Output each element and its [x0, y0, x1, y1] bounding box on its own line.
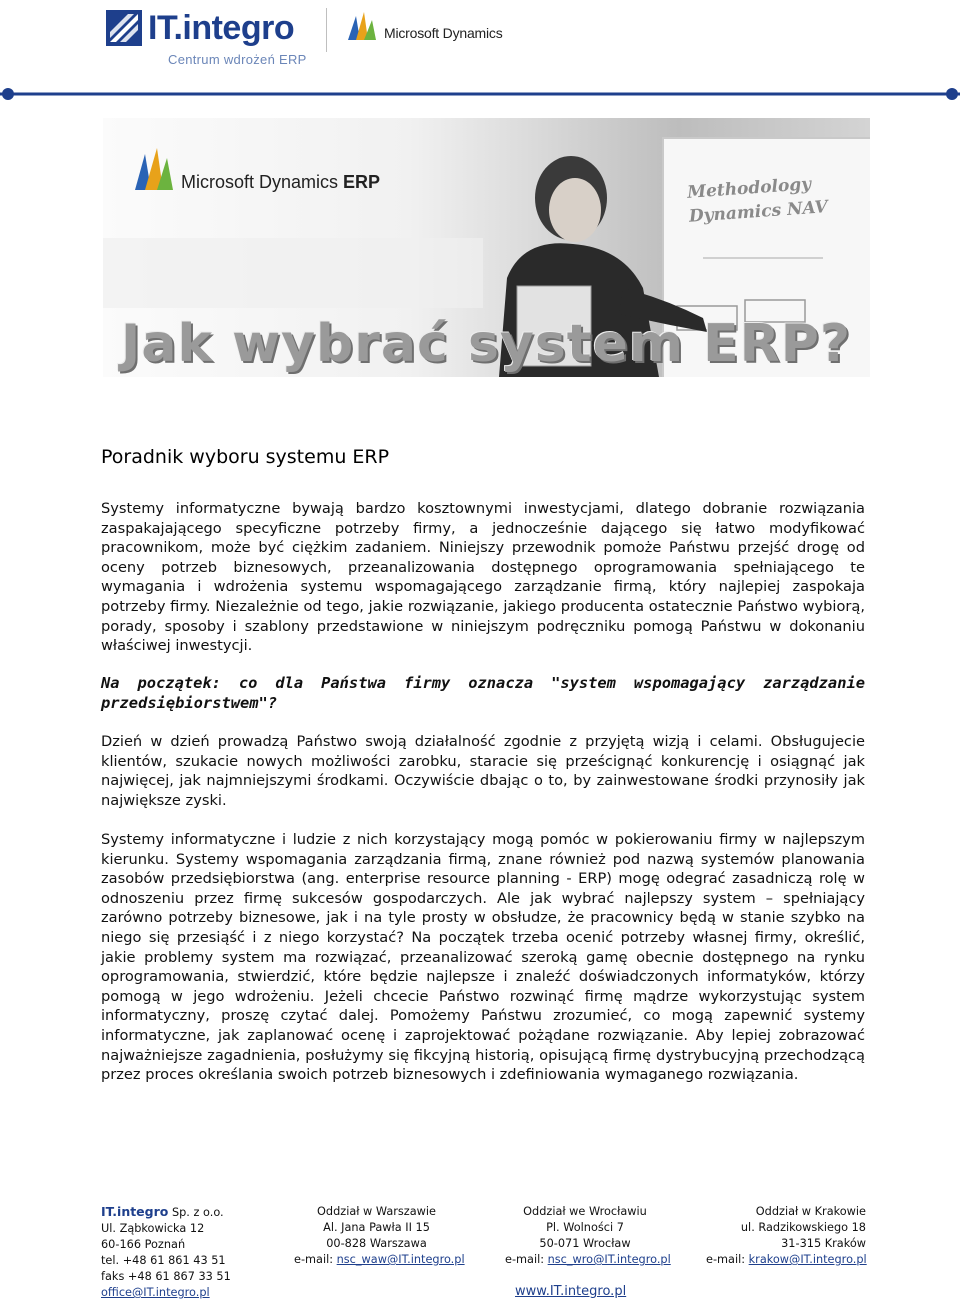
company-suffix: Sp. z o.o. [168, 1206, 224, 1219]
banner-ms-flag-icon [133, 148, 177, 192]
footer-krakow [706, 1204, 866, 1268]
krakow-email-link[interactable]: krakow@IT.integro.pl [748, 1253, 867, 1266]
document-title: Poradnik wyboru systemu ERP [101, 446, 390, 468]
warsaw-name: Oddział w Warszawie [317, 1205, 436, 1218]
wroclaw-email-link[interactable]: nsc_wro@IT.integro.pl [547, 1253, 671, 1266]
board-line-2: Dynamics NAV [688, 197, 829, 227]
paragraph-systems: Systemy informatyczne i ludzie z nich korzystający mogą pomóc w pokierowaniu firmy w najlepszym kierunku. Systemy wspomagania zarządzania firmą, znane również pod nazwą systemów planowania zasobów przedsiębiorstwa (ang. enterprise resource planning - ERP) mogę odegrać zasadniczą rolę w odnoszeniu przez firmę sukcesów gospodarczych. Ale jak wybrać najlepszy system – spełniający zarówno potrzeby biznesowe, jak i na tyle prosty w obsłudze, że pracownicy będą w stanie szybko na niego się przesiąść i z niego korzystać? Na początek trzeba ocenić potrzeby własnej firmy, określić, jakie problemy system ma rozwiązać, przeanalizować szeroką gamę obecnie dostępnego na rynku oprogramowania, stwierdzić, które będzie najlepsze i znaleźć doświadczonych informatyków, którzy pomogą w jego wdrożeniu. Jeżeli chcecie Państwo rozwinąć firmę mądrze wykorzystując system informatyczny, proszę czytać dalej. Pomożemy Państwu zrozumieć, co mogą zapewnić systemy informatyczne, jak zaplanować ocenę i zaprojektować pożądane rozwiązanie. Aby lepiej zobrazować najważniejsze zagadnienia, posłużymy się fikcyjną historią, opisującą firmę dystrybucyjną przechodzącą przez proces określania swoich potrzeb biznesowych i zdefiniowania wymaganego rozwiązania. [101, 831, 865, 1084]
wroclaw-name: Oddział we Wrocławiu [523, 1205, 647, 1218]
website-link[interactable]: www.IT.integro.pl [515, 1284, 627, 1299]
warsaw-email-link[interactable]: nsc_waw@IT.integro.pl [336, 1253, 465, 1266]
banner-title: Jak wybrać system ERP? [121, 314, 851, 374]
footer-wroclaw [505, 1204, 671, 1268]
krakow-name: Oddział w Krakowie [755, 1205, 866, 1218]
it-integro-logo [106, 8, 321, 68]
company-street: Ul. Ząbkowicka 12 [101, 1222, 205, 1235]
company-brand: IT.integro [101, 1204, 169, 1219]
banner-ms-logo [133, 148, 383, 208]
company-fax: faks +48 61 867 33 51 [101, 1270, 231, 1283]
krakow-city: 31-315 Kraków [781, 1237, 866, 1250]
warsaw-email-label: e-mail: [294, 1253, 337, 1266]
wroclaw-street: Pl. Wolności 7 [546, 1221, 624, 1234]
company-city: 60-166 Poznań [101, 1238, 186, 1251]
microsoft-dynamics-logo [346, 12, 516, 46]
warsaw-street: Al. Jana Pawła II 15 [323, 1221, 430, 1234]
partner-logo-text: Microsoft Dynamics [384, 25, 503, 41]
krakow-email-label: e-mail: [706, 1253, 749, 1266]
board-text [686, 171, 828, 229]
paragraph-intro: Systemy informatyczne bywają bardzo kosztownymi inwestycjami, dlatego dobranie rozwiązania zaspakajającego specyficzne potrzeby firmy, a jednocześnie dającego się łatwo modyfikować pracownikom, może być ciężkim zadaniem. Niniejszy przewodnik pomoże Państwu przejść drogę od oceny potrzeb biznesowych, przeanalizowania dostępnego oprogramowania spełniającego te wymagania i wdrożenia systemu wspomagającego zarządzanie firmą, który najlepiej zaspokaja potrzeby firmy. Niezależnie od tego, jakie rozwiązanie, jakiego producenta ostatecznie Państwo wybiorą, porady, sposoby i szablony przedstawione w niniejszym podręczniku pomogą Państwu w dokonaniu właściwej inwestycji. [101, 500, 865, 655]
warsaw-city: 00-828 Warszawa [326, 1237, 427, 1250]
logo-text: IT.integro [148, 9, 295, 47]
logo-subtitle: Centrum wdrożeń ERP [168, 52, 307, 67]
wroclaw-email-label: e-mail: [505, 1253, 548, 1266]
banner-ms-text-regular: Microsoft Dynamics [181, 172, 339, 192]
footer-company [101, 1204, 231, 1301]
banner-ms-text-bold: ERP [338, 172, 381, 192]
paragraph-daily: Dzień w dzień prowadzą Państwo swoją działalność zgodnie z przyjętą wizją i celami. Obsługujecie klientów, szukacie nowych możliwości zarobku, staracie się prześcignąć konkurencję i osiągnąć jak najwięcej, jak najmniejszymi środkami. Oczywiście dbając o to, by zainwestowane środki przynosiły jak największe zyski. [101, 733, 865, 809]
footer-warsaw [294, 1204, 465, 1268]
banner-ms-text [181, 172, 380, 193]
banner-image [103, 118, 870, 377]
microsoft-dynamics-flag-icon [346, 12, 380, 42]
header-divider [326, 8, 327, 52]
header-rule [0, 86, 960, 102]
company-name [101, 1204, 231, 1221]
company-tel: tel. +48 61 861 43 51 [101, 1254, 226, 1267]
krakow-street: ul. Radzikowskiego 18 [740, 1221, 866, 1234]
board-line-1: Methodology [686, 174, 812, 203]
company-email-link[interactable]: office@IT.integro.pl [101, 1286, 210, 1299]
section-question: Na początek: co dla Państwa firmy oznacza "system wspomagający zarządzanie przedsiębiorstwem"? [101, 674, 865, 712]
it-integro-mark-icon [106, 10, 142, 46]
wroclaw-city: 50-071 Wrocław [539, 1237, 631, 1250]
footer [0, 1204, 960, 1304]
